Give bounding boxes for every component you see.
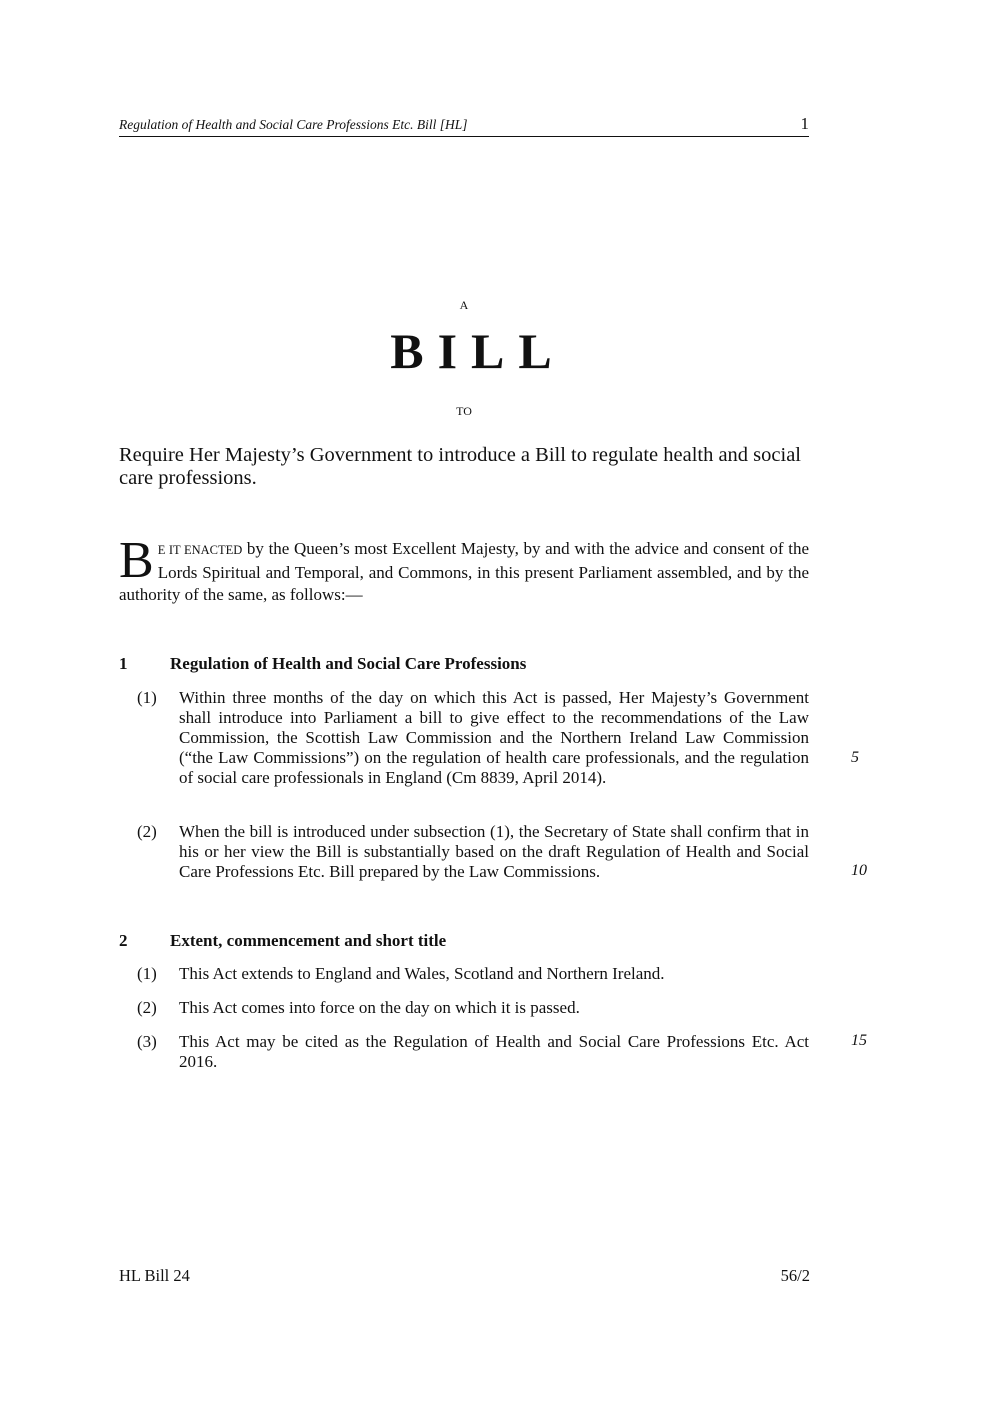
subsection-number: (3) [137,1032,157,1051]
subsection-number: (2) [137,822,157,841]
subsection-1-2 [119,822,809,882]
footer-bill-reference: HL Bill 24 [119,1266,190,1285]
line-number-15: 15 [851,1032,867,1049]
section-number: 2 [119,931,128,950]
subsection-text: This Act comes into force on the day on which it is passed. [179,998,580,1017]
subsection-text: Within three months of the day on which this Act is passed, Her Majesty’s Government shall introduce into Parliament a bill to give effect to the recommendations of the Law Commission, the Scottish Law Commission and the Northern Ireland Law Commission (“the Law Commissions”) on the regulation of health care professionals, and the regulation of social care professionals in England (Cm 8839, April 2014). [179,688,809,787]
line-number-10: 10 [851,862,867,879]
subsection-number: (1) [137,688,157,707]
long-title: Require Her Majesty’s Government to introduce a Bill to regulate health and social care professions. [119,444,801,489]
line-number-5: 5 [851,749,859,766]
enacting-small-caps: E IT ENACTED [157,543,243,557]
subsection-2-2 [119,998,809,1018]
footer-print-reference: 56/2 [780,1266,810,1285]
enacting-formula [119,532,809,607]
subsection-text: When the bill is introduced under subsection (1), the Secretary of State shall confirm that in his or her view the Bill is substantially based on the draft Regulation of Health and Social Care Professions Etc. Bill prepared by the Law Commissions. [179,822,809,881]
page-number: 1 [800,114,809,133]
a-label: A [459,298,469,312]
running-title: Regulation of Health and Social Care Professions Etc. Bill [HL] [119,117,468,132]
subsection-2-1 [119,964,809,984]
subsection-text: This Act extends to England and Wales, Scotland and Northern Ireland. [179,964,665,983]
subsection-1-1 [119,688,809,788]
subsection-number: (1) [137,964,157,983]
subsection-2-3 [119,1032,809,1072]
section-title: Extent, commencement and short title [170,931,447,950]
subsection-text: This Act may be cited as the Regulation of Health and Social Care Professions Etc. Act 2016. [179,1032,809,1071]
enacting-text: by the Queen’s most Excellent Majesty, by and with the advice and consent of the Lords Spiritual and Temporal, and Commons, in this present Parliament assembled, and by the authority of the same, as follows:— [119,539,809,604]
running-header [119,116,809,137]
subsection-number: (2) [137,998,157,1017]
section-title: Regulation of Health and Social Care Professions [170,654,527,673]
section-number: 1 [119,654,128,673]
to-label: TO [456,404,472,418]
bill-title: BILL [390,323,566,379]
drop-cap: B [119,532,154,589]
